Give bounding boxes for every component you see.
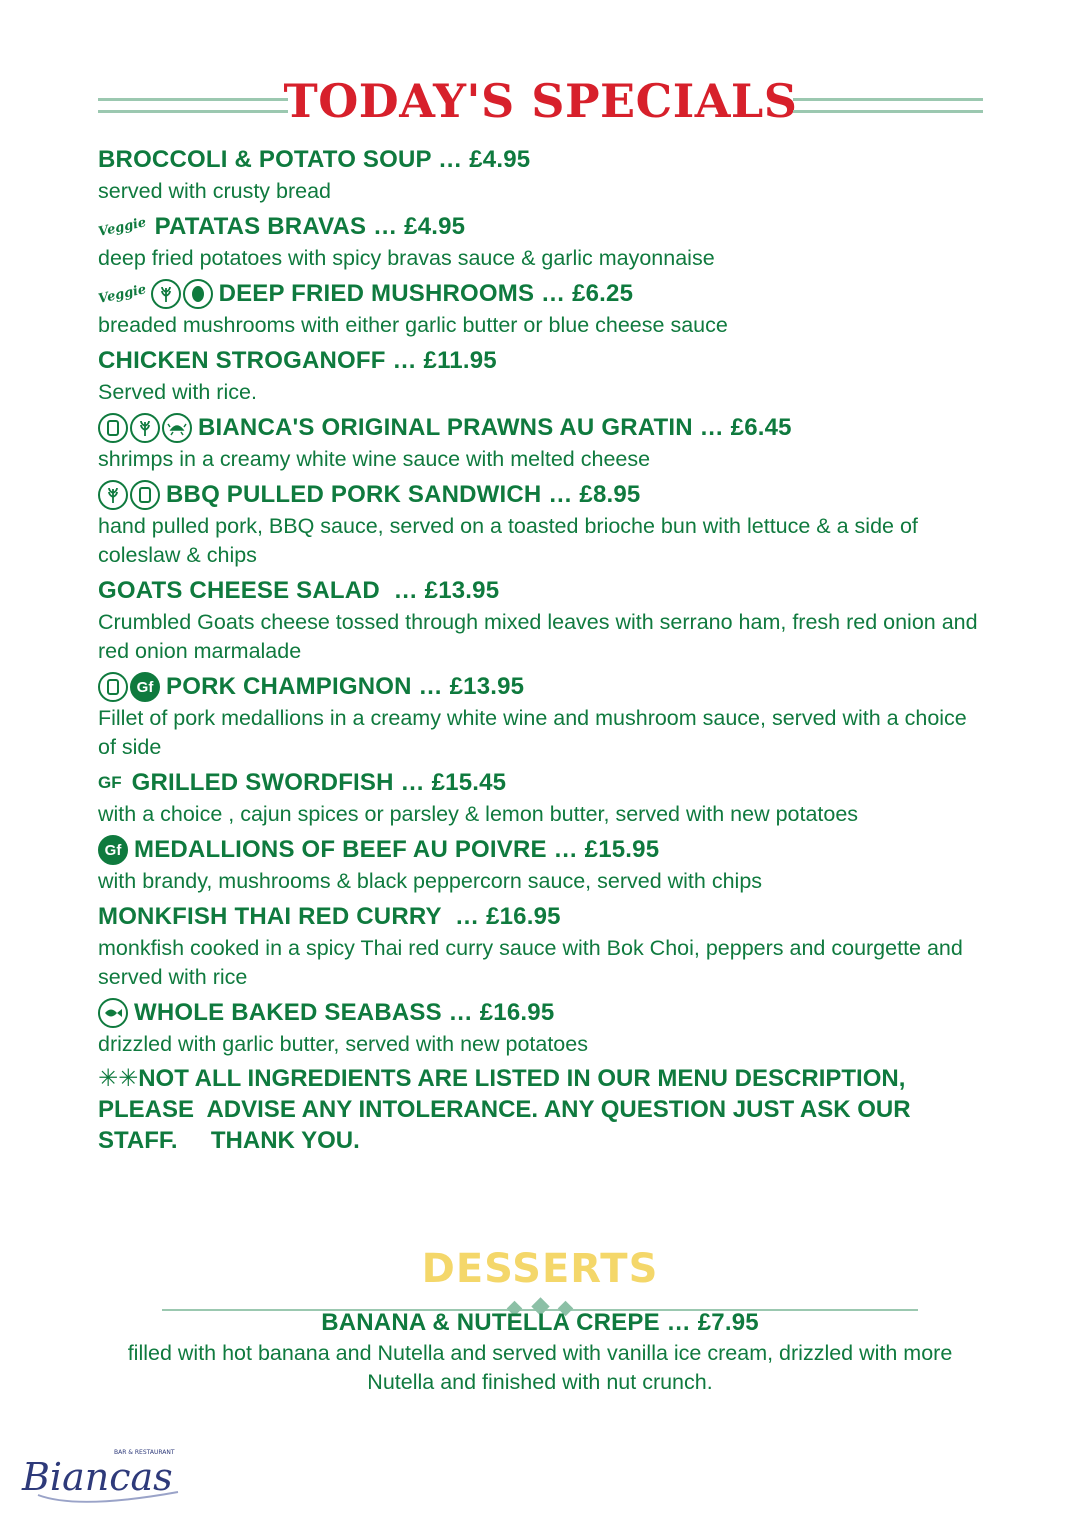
menu-item-heading [98, 574, 978, 608]
page-title: TODAY'S SPECIALS [283, 74, 798, 128]
allergen-icons [98, 672, 162, 702]
dessert-name: BANANA & NUTELLA CREPE … £7.95 [321, 1309, 759, 1336]
menu-item-name: MONKFISH THAI RED CURRY … £16.95 [98, 903, 561, 930]
menu-item [98, 833, 978, 896]
milk-icon [98, 672, 128, 702]
allergen-icons [98, 773, 128, 793]
menu-item-heading [98, 210, 978, 244]
gluten-icon [98, 480, 128, 510]
menu-item-heading [98, 833, 978, 867]
veggie-icon: Veggie [96, 214, 148, 240]
menu-item-heading [98, 143, 978, 177]
menu-item-heading [98, 344, 978, 378]
menu-item [98, 478, 978, 570]
menu-item-name: PORK CHAMPIGNON … £13.95 [166, 673, 525, 700]
gf-icon: Gf [130, 672, 160, 702]
dessert-item [100, 1307, 980, 1397]
menu-item-name: GOATS CHEESE SALAD … £13.95 [98, 577, 500, 604]
menu-item-name: DEEP FRIED MUSHROOMS … £6.25 [218, 280, 634, 307]
menu-item-name: BBQ PULLED PORK SANDWICH … £8.95 [166, 481, 641, 508]
egg-icon [183, 279, 213, 309]
menu-item-description: Served with rice. [98, 380, 257, 404]
menu-item-heading [98, 766, 978, 800]
menu-item-description: hand pulled pork, BBQ sauce, served on a toasted brioche bun with lettuce & a side of coleslaw & chips [98, 514, 918, 567]
logo-tagline: BAR & RESTAURANT [114, 1449, 175, 1456]
header-rule-right [793, 98, 983, 113]
menu-item-description: monkfish cooked in a spicy Thai red curry sauce with Bok Choi, peppers and courgette and served with rice [98, 936, 963, 989]
specials-header [98, 70, 983, 132]
allergy-notice [98, 1063, 978, 1156]
milk-icon [98, 413, 128, 443]
gf-text-icon: GF [98, 773, 122, 792]
menu-item [98, 210, 978, 273]
allergy-notice-text: NOT ALL INGREDIENTS ARE LISTED IN OUR MENU DESCRIPTION, PLEASE ADVISE ANY INTOLERANCE. ANY QUESTION JUST ASK OUR STAFF. THANK YOU. [98, 1065, 918, 1154]
menu-item-heading [98, 670, 978, 704]
menu-item-name: BIANCA'S ORIGINAL PRAWNS AU GRATIN … £6.45 [198, 414, 792, 441]
menu-item-name: GRILLED SWORDFISH … £15.45 [131, 769, 507, 796]
menu-item-description: served with crusty bread [98, 179, 332, 203]
menu-item [98, 344, 978, 407]
gf-icon: Gf [98, 835, 128, 865]
menu-item-heading [98, 996, 978, 1030]
specials-list [98, 143, 978, 1156]
asterisk-icon: ✳✳ [98, 1065, 139, 1092]
menu-item-name: WHOLE BAKED SEABASS … £16.95 [134, 999, 555, 1026]
menu-item [98, 766, 978, 829]
allergen-icons [98, 480, 162, 510]
menu-item-heading [98, 277, 978, 311]
menu-item-heading [98, 478, 978, 512]
veggie-icon: Veggie [96, 281, 148, 307]
menu-item-description: Crumbled Goats cheese tossed through mixed leaves with serrano ham, fresh red onion and red onion marmalade [98, 610, 978, 663]
allergen-icons [98, 835, 130, 865]
biancas-logo [18, 1440, 188, 1510]
menu-item-description: shrimps in a creamy white wine sauce with melted cheese [98, 447, 651, 471]
crustacean-icon [162, 413, 192, 443]
menu-item-name: PATATAS BRAVAS … £4.95 [154, 213, 466, 240]
menu-item-name: BROCCOLI & POTATO SOUP … £4.95 [98, 146, 531, 173]
menu-item [98, 996, 978, 1059]
menu-item-heading [98, 900, 978, 934]
milk-icon [130, 480, 160, 510]
menu-item [98, 574, 978, 666]
logo-name: Biancas [22, 1455, 173, 1499]
menu-item-heading [98, 411, 978, 445]
menu-item [98, 670, 978, 762]
desserts-title: DESSERTS [421, 1246, 659, 1292]
menu-item [98, 277, 978, 340]
menu-item-description: breaded mushrooms with either garlic butter or blue cheese sauce [98, 313, 728, 337]
menu-item-description: deep fried potatoes with spicy bravas sauce & garlic mayonnaise [98, 246, 715, 270]
dessert-description: filled with hot banana and Nutella and served with vanilla ice cream, drizzled with more Nutella and finished with nut crunch. [127, 1341, 953, 1394]
menu-item [98, 411, 978, 474]
menu-item [98, 143, 978, 206]
allergen-icons [98, 998, 130, 1028]
allergen-icons [96, 214, 151, 240]
gluten-icon [151, 279, 181, 309]
menu-item-name: CHICKEN STROGANOFF … £11.95 [98, 347, 497, 374]
menu-item-description: Fillet of pork medallions in a creamy white wine and mushroom sauce, served with a choice of side [98, 706, 967, 759]
menu-item-description: drizzled with garlic butter, served with new potatoes [98, 1032, 588, 1056]
fish-icon [98, 998, 128, 1028]
menu-item [98, 900, 978, 992]
menu-item-name: MEDALLIONS OF BEEF AU POIVRE … £15.95 [134, 836, 660, 863]
menu-item-description: with a choice , cajun spices or parsley & lemon butter, served with new potatoes [98, 802, 859, 826]
allergen-icons [98, 279, 215, 309]
allergen-icons [98, 413, 194, 443]
gluten-icon [130, 413, 160, 443]
menu-item-description: with brandy, mushrooms & black peppercorn sauce, served with chips [98, 869, 763, 893]
